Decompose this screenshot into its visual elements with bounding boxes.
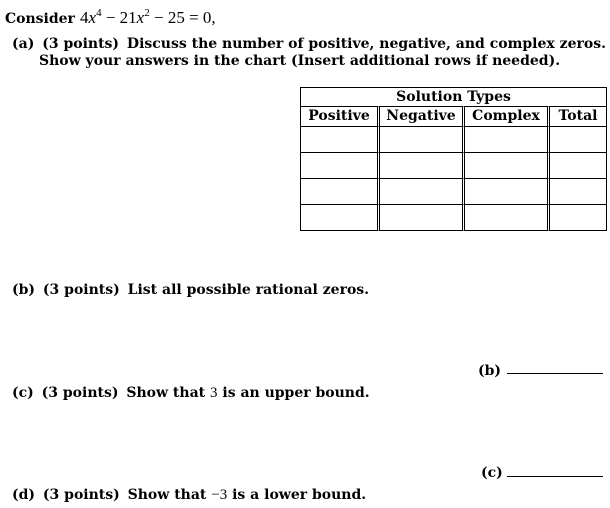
table-row xyxy=(300,153,607,179)
part-b-label: (b) xyxy=(12,282,36,298)
part-a-label: (a) xyxy=(12,36,35,52)
table-cell[interactable] xyxy=(547,127,607,153)
part-d-label: (d) xyxy=(12,487,36,503)
part-c-text-after: is an upper bound. xyxy=(222,385,370,401)
col-header-negative: Negative xyxy=(377,106,462,127)
col-header-positive: Positive xyxy=(300,106,377,127)
part-c-points: (3 points) xyxy=(41,385,119,401)
part-d-value: −3 xyxy=(211,487,228,503)
part-c-text-before: Show that xyxy=(126,385,206,401)
table-cell[interactable] xyxy=(377,179,462,205)
part-d-text-before: Show that xyxy=(127,487,207,503)
table-cell[interactable] xyxy=(300,127,377,153)
table-cell[interactable] xyxy=(377,153,462,179)
table-cell[interactable] xyxy=(300,179,377,205)
part-a-question xyxy=(12,36,606,52)
table-row xyxy=(300,179,607,205)
answer-c-label: (c) xyxy=(481,465,503,481)
answer-b-blank[interactable] xyxy=(507,373,603,374)
consider-label: Consider xyxy=(5,11,75,27)
quartic-equation: $4x^4 - 21x^2 - 25 = 0$, xyxy=(80,7,216,27)
part-d-text-after: is a lower bound. xyxy=(232,487,367,503)
part-b-question xyxy=(12,282,369,298)
part-c-label: (c) xyxy=(12,385,34,401)
part-b-points: (3 points) xyxy=(42,282,120,298)
part-c-question xyxy=(12,385,370,402)
table-cell[interactable] xyxy=(462,205,547,231)
part-c-value: 3 xyxy=(210,385,218,401)
table-row xyxy=(300,127,607,153)
part-a-points: (3 points) xyxy=(42,36,120,52)
table-cell[interactable] xyxy=(547,205,607,231)
table-cell[interactable] xyxy=(462,127,547,153)
answer-b-label: (b) xyxy=(478,363,502,379)
table-cell[interactable] xyxy=(300,153,377,179)
table-cell[interactable] xyxy=(377,205,462,231)
table-cell[interactable] xyxy=(547,153,607,179)
table-cell[interactable] xyxy=(462,153,547,179)
col-header-complex: Complex xyxy=(462,106,547,127)
table-cell[interactable] xyxy=(462,179,547,205)
col-header-total: Total xyxy=(547,106,607,127)
answer-c-blank[interactable] xyxy=(507,476,603,477)
part-a-line1: Discuss the number of positive, negative, and complex zeros. xyxy=(126,36,606,52)
table-title: Solution Types xyxy=(300,87,607,106)
table-cell[interactable] xyxy=(300,205,377,231)
table-cell[interactable] xyxy=(377,127,462,153)
part-d-question xyxy=(12,487,366,504)
part-b-text: List all possible rational zeros. xyxy=(127,282,370,298)
problem-statement xyxy=(5,8,216,28)
table-cell[interactable] xyxy=(547,179,607,205)
part-d-points: (3 points) xyxy=(42,487,120,503)
table-row xyxy=(300,205,607,231)
part-a-line2: Show your answers in the chart (Insert additional rows if needed). xyxy=(39,53,561,69)
solution-types-table xyxy=(300,87,607,231)
